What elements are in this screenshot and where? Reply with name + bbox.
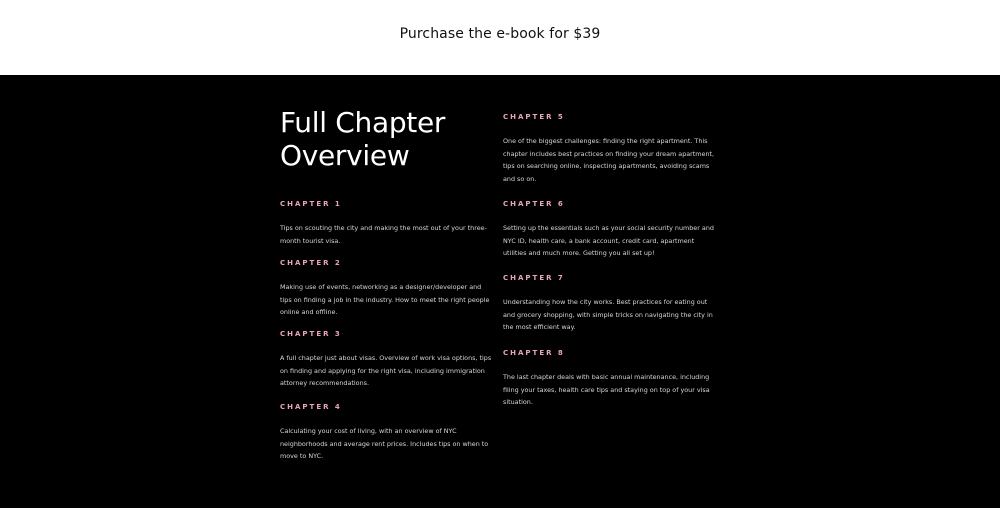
purchase-ebook-link[interactable]: Purchase the e-book for $39	[399, 26, 601, 42]
chapter-4	[280, 402, 492, 463]
chapter-8	[503, 348, 715, 409]
chapter-2	[280, 258, 492, 319]
chapter-label: CHAPTER 7	[503, 274, 565, 282]
chapter-label: CHAPTER 2	[280, 259, 342, 267]
chapter-6	[503, 199, 715, 260]
chapter-3	[280, 329, 492, 390]
section-title	[280, 106, 480, 172]
chapter-description: Calculating your cost of living, with an overview of NYC neighborhoods and average rent prices. Includes tips on when to move to NYC.	[280, 427, 489, 460]
chapter-label: CHAPTER 5	[503, 113, 565, 121]
purchase-header	[0, 0, 1000, 75]
chapter-1	[280, 199, 492, 247]
chapter-5	[503, 112, 715, 185]
chapter-description: Making use of events, networking as a designer/developer and tips on finding a job in the industry. How to meet the right people online and offline.	[280, 283, 490, 316]
chapter-description: Setting up the essentials such as your social security number and NYC ID, health care, a bank account, credit card, apartment utilities and much more. Getting you all set up!	[503, 224, 714, 257]
chapter-description: One of the biggest challenges: finding the right apartment. This chapter includes best practices on finding your dream apartment, tips on searching online, inspecting apartments, avoiding scams and so on.	[503, 137, 715, 183]
chapter-label: CHAPTER 4	[280, 403, 342, 411]
chapter-label: CHAPTER 3	[280, 330, 342, 338]
chapter-7	[503, 273, 715, 334]
chapter-overview-section	[0, 75, 1000, 508]
section-title-line-2: Overview	[280, 139, 410, 172]
chapter-description: A full chapter just about visas. Overview of work visa options, tips on finding and applying for the right visa, including immigration attorney recommendations.	[280, 354, 492, 387]
section-title-line-1: Full Chapter	[280, 106, 446, 139]
chapter-label: CHAPTER 8	[503, 349, 565, 357]
chapter-description: Understanding how the city works. Best practices for eating out and grocery shopping, with simple tricks on navigating the city in the most efficient way.	[503, 298, 713, 331]
chapter-label: CHAPTER 6	[503, 200, 565, 208]
chapter-label: CHAPTER 1	[280, 200, 342, 208]
chapter-description: The last chapter deals with basic annual maintenance, including filing your taxes, health care tips and staying on top of your visa situation.	[503, 373, 710, 406]
chapter-description: Tips on scouting the city and making the most out of your three-month tourist visa.	[280, 224, 487, 245]
